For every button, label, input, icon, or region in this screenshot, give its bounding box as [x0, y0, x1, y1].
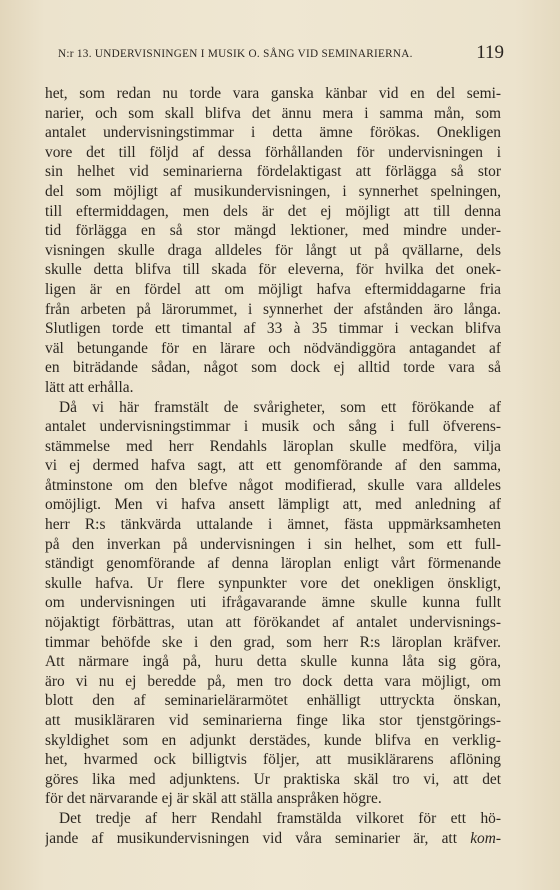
text-line: antalet undervisningstimmar i musik och sång i full öfverens- — [45, 418, 501, 436]
text-line: Att närmare ingå på, huru detta skulle kunna låta sig göra, — [45, 653, 501, 671]
text-line: väl betungande för en lärare och nödvändiggöra antagandet af — [45, 339, 501, 357]
text-line: del som möjligt af musikundervisningen, i synnerhet spelningen, — [45, 182, 501, 200]
text-line: till eftermiddagen, men dels är det ej möjligt att till denna — [45, 202, 501, 220]
text-line: från arbeten på lärorummet, i synnerhet der afstånden äro långa. — [45, 300, 501, 318]
paragraph-start-line: Det tredje af herr Rendahl framstälda vilkoret för ett hö- — [59, 809, 501, 827]
text-line-content: jande af musikundervisningen vid våra seminarier är, att — [45, 829, 457, 847]
text-line: för det närvarande ej är skäl att ställa anspråken högre. — [45, 790, 382, 808]
text-line: lätt att erhålla. — [45, 378, 134, 396]
page-header — [54, 42, 506, 68]
text-line: skulle detta blifva till skada för eleverna, för hvilka det onek- — [45, 261, 501, 279]
text-line: omöjligt. Men vi hafva ansett lämpligt att, med anledning af — [45, 496, 501, 514]
text-line-with-italic — [45, 829, 501, 849]
page-number: 119 — [476, 42, 504, 63]
text-line: tid förlägga en så stor mängd lektioner, med mindre under- — [45, 222, 501, 240]
text-line: ligen är en fördel att om möjligt hafva eftermiddagarne fria — [45, 280, 501, 298]
italic-word: kom- — [470, 829, 501, 847]
paragraph-start-line: Då vi här framstält de svårigheter, som ett förökande af — [59, 398, 501, 416]
body-text — [45, 84, 501, 848]
text-line: sin helhet vid seminarierna fördelaktigast att förlägga så stor — [45, 163, 501, 181]
text-line: antalet undervisningstimmar i detta ämne förökas. Onekligen — [45, 124, 501, 142]
text-line: het, hvarmed ock billigtvis följer, att musiklärarens aflöning — [45, 751, 501, 769]
text-line: herr R:s tänkvärda uttalande i ämnet, fästa uppmärksamheten — [45, 516, 501, 534]
text-line: äro vi nu ej beredde på, men tro dock detta vara möjligt, om — [45, 672, 501, 690]
text-line: om undervisningen uti ifrågavarande ämne skulle kunna fullt — [45, 594, 501, 612]
text-line: vi ej dermed hafva sagt, att ett genomförande af den samma, — [45, 457, 501, 475]
text-line: Slutligen torde ett timantal af 33 à 35 timmar i veckan blifva — [45, 320, 501, 338]
text-line: skyldighet som en adjunkt derstädes, kunde blifva en verklig- — [45, 731, 501, 749]
text-line: en biträdande sådan, något som dock ej alltid torde vara så — [45, 359, 501, 377]
text-line: på den inverkan på undervisningen i sin helhet, som ett full- — [45, 535, 501, 553]
text-line: timmar behöfde ske i den grad, som herr R:s läroplan kräfver. — [45, 633, 501, 651]
text-line: narier, och som skall blifva det ännu mera i samma mån, som — [45, 104, 501, 122]
text-line: stämmelse med herr Rendahls läroplan skulle medföra, vilja — [45, 437, 501, 455]
text-line: visningen skulle draga alldeles för långt ut på qvällarne, dels — [45, 241, 501, 259]
text-line: skulle hafva. Ur flere synpunkter vore det onekligen önskligt, — [45, 574, 501, 592]
text-line: vore det till följd af dessa förhållanden för undervisningen i — [45, 143, 501, 161]
text-line: het, som redan nu torde vara ganska känbar vid en del semi- — [45, 85, 501, 102]
text-line: ständigt genomförande af denna läroplan enligt vårt förmenande — [45, 555, 501, 573]
text-line: att musikläraren vid seminarierna finge lika stor tjenstgörings- — [45, 712, 501, 729]
text-line: nöjaktigt förbättras, utan att förökandet af antalet undervisnings- — [45, 614, 501, 632]
text-line: blott den af seminarielärarmötet enhälligt uttryckta önskan, — [45, 692, 501, 710]
text-line: åtminstone om den blefve något modifierad, skulle vara alldeles — [45, 476, 501, 494]
running-head: N:r 13. UNDERVISNINGEN I MUSIK O. SÅNG VID SEMINARIERNA. — [58, 48, 413, 60]
text-line: göres lika med adjunktens. Ur praktiska skäl tro vi, att det — [45, 770, 501, 788]
